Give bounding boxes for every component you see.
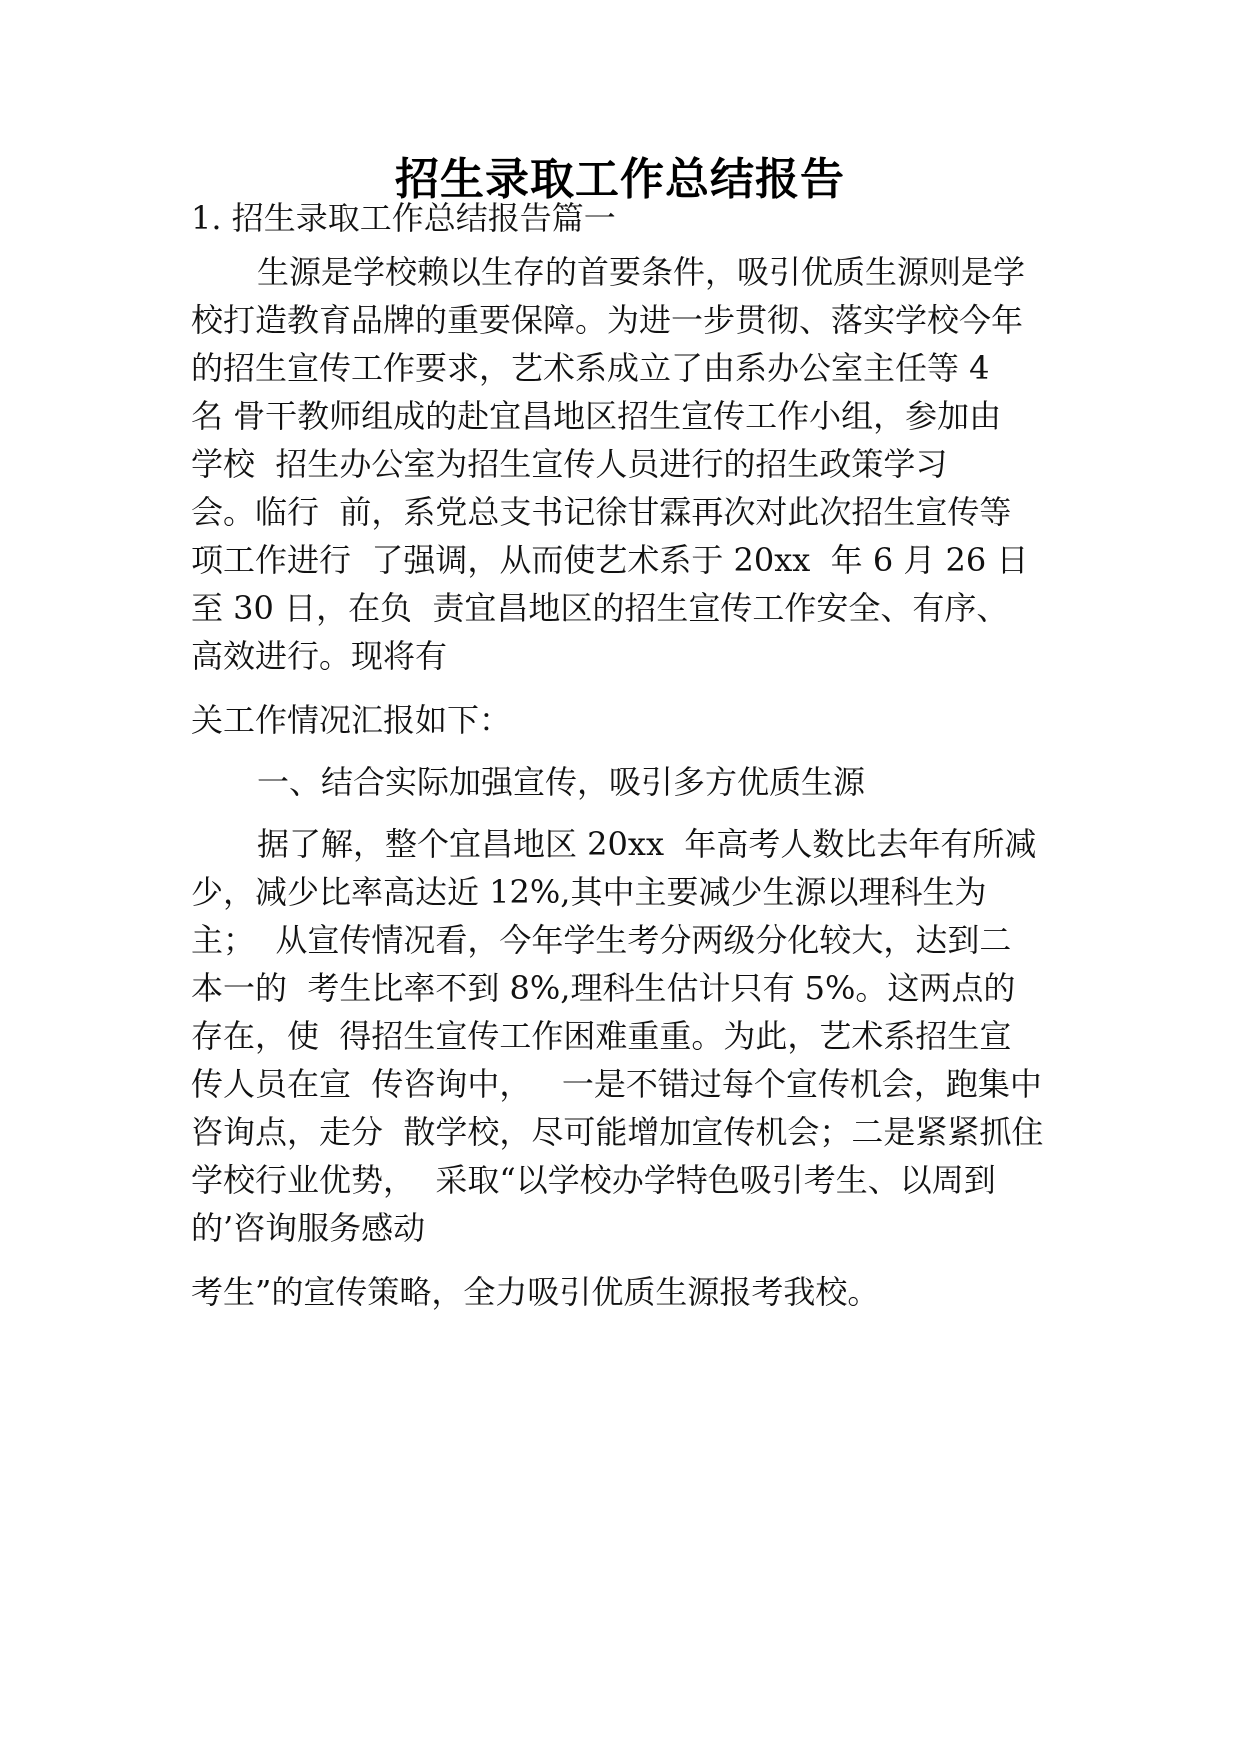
section-subheading: 一、结合实际加强宣传，吸引多方优质生源 (257, 763, 866, 801)
paragraph-line: 项工作进行 了强调，从而使艺术系于 20xx 年 6 月 26 日 (191, 541, 1029, 579)
paragraph-line: 存在，使 得招生宣传工作困难重重。为此，艺术系招生宣 (191, 1017, 1012, 1055)
paragraph-line: 学校 招生办公室为招生宣传人员进行的招生政策学习 (191, 445, 948, 483)
section-heading: 1. 招生录取工作总结报告篇一 (191, 199, 616, 237)
paragraph-line: 的招生宣传工作要求，艺术系成立了由系办公室主任等 4 (191, 349, 990, 387)
paragraph-line: 至 30 日，在负 责宜昌地区的招生宣传工作安全、有序、 (191, 589, 1009, 627)
paragraph-line: 主； 从宣传情况看，今年学生考分两级分化较大，达到二 (191, 921, 1012, 959)
paragraph-line: 高效进行。现将有 (191, 637, 448, 675)
paragraph-line: 的’咨询服务感动 (191, 1209, 426, 1247)
paragraph-line: 少，减少比率高达近 12%,其中主要减少生源以理科生为 (191, 873, 987, 911)
paragraph-line: 会。临行 前，系党总支书记徐甘霖再次对此次招生宣传等 (191, 493, 1012, 531)
paragraph-line: 据了解，整个宜昌地区 20xx 年高考人数比去年有所减 (257, 825, 1037, 863)
paragraph-line: 校打造教育品牌的重要保障。为进一步贯彻、落实学校今年 (191, 301, 1024, 339)
paragraph-line: 本一的 考生比率不到 8%,理科生估计只有 5%。这两点的 (191, 969, 1016, 1007)
paragraph-line: 传人员在宣 传咨询中， 一是不错过每个宣传机会，跑集中 (191, 1065, 1042, 1103)
paragraph-line: 咨询点，走分 散学校，尽可能增加宣传机会；二是紧紧抓住 (191, 1113, 1044, 1151)
paragraph-line: 考生”的宣传策略，全力吸引优质生源报考我校。 (191, 1273, 880, 1311)
document-title: 招生录取工作总结报告 (395, 154, 845, 205)
paragraph-line: 名 骨干教师组成的赴宜昌地区招生宣传工作小组，参加由 (191, 397, 1002, 435)
paragraph-line: 学校行业优势， 采取“以学校办学特色吸引考生、以周到 (191, 1161, 996, 1199)
paragraph-line: 关工作情况汇报如下： (191, 701, 512, 739)
paragraph-line: 生源是学校赖以生存的首要条件，吸引优质生源则是学 (257, 253, 1026, 291)
